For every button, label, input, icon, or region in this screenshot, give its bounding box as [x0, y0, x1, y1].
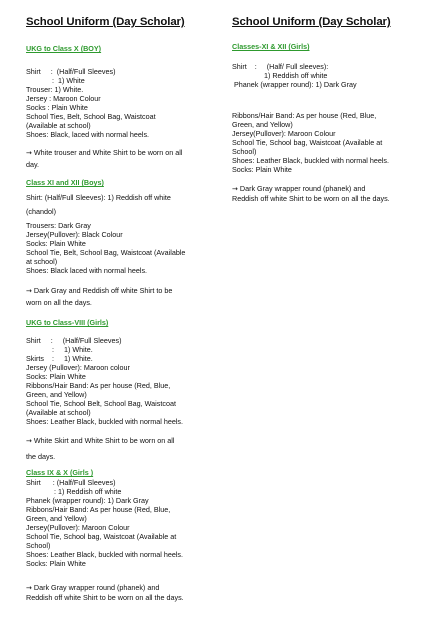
text-line: Shoes: Leather Black, buckled with normal heels. [26, 550, 184, 559]
text-line: Shoes: Black, laced with normal heels. [26, 130, 150, 139]
text-line: Shirt: (Half/Full Sleeves): 1) Reddish off white [26, 193, 171, 202]
page-title-left: School Uniform (Day Scholar) [26, 16, 185, 28]
note-line [26, 147, 216, 159]
text-line: Ribbons/Hair Band: As per house (Red, Blue, [26, 505, 171, 514]
note-text: White Skirt and White Shirt to be worn on all [33, 436, 175, 445]
text-line: Shirt : (Half/Full Sleeves) [26, 67, 116, 76]
note-line: worn on all the days. [26, 298, 92, 307]
text-line: Ribbons/Hair Band: As per house (Red, Blue, [232, 111, 377, 120]
text-line: Shoes: Black laced with normal heels. [26, 266, 148, 275]
section-heading-ukg-viii-girls: UKG to Class-VIII (Girls) [26, 318, 109, 327]
text-line: Shoes: Leather Black, buckled with normal heels. [232, 156, 390, 165]
text-line: Ribbons/Hair Band: As per house (Red, Blue, [26, 381, 171, 390]
section-heading-xi-xii-girls: Classes-XI & XII (Girls) [232, 42, 310, 51]
text-line: Green, and Yellow) [232, 120, 293, 129]
text-line: School Ties, Belt, School Bag, Waistcoat [26, 112, 156, 121]
text-line: Socks: Plain White [26, 239, 86, 248]
text-line: School) [232, 147, 257, 156]
section-body-xi-xii-boys-shirt [26, 192, 216, 217]
note-text: Dark Gray wrapper round (phanek) and [239, 184, 366, 193]
note-text: Dark Gray and Reddish off white Shirt to be [33, 286, 173, 295]
section-body-ukg-viii-girls [26, 336, 216, 426]
section-body-ukg-x-boys [26, 67, 216, 139]
section-heading-ix-x-girls: Class IX & X (Girls ) [26, 468, 94, 477]
note-text: White trouser and White Shirt to be worn on all [33, 148, 183, 157]
section-note-ix-x-girls [26, 583, 216, 602]
text-line: Shirt : (Half/ Full sleeves): [232, 62, 329, 71]
text-line: Socks: Plain White [26, 559, 86, 568]
section-body-xi-xii-boys [26, 221, 216, 275]
text-line: Green, and Yellow) [26, 514, 87, 523]
text-line: Trouser: 1) White. [26, 85, 84, 94]
arrow-icon: → [26, 287, 32, 295]
arrow-icon: → [26, 584, 32, 592]
note-line [232, 184, 418, 194]
section-note-xi-xii-boys [26, 285, 216, 308]
text-line: Shoes: Leather Black, buckled with normal heels. [26, 417, 184, 426]
arrow-icon: → [26, 437, 32, 445]
arrow-icon: → [26, 149, 32, 157]
section-note-ukg-x-boys [26, 147, 216, 170]
note-text: Dark Gray wrapper round (phanek) and [33, 583, 160, 592]
page-title-right: School Uniform (Day Scholar) [232, 16, 391, 28]
text-line: Green, and Yellow) [26, 390, 87, 399]
text-line: 1) Reddish off white [232, 71, 328, 80]
section-body-xi-xii-girls-shirt [232, 62, 418, 89]
text-line: Jersey(Pullover): Maroon Colour [232, 129, 336, 138]
text-line: School Tie, Belt, School Bag, Waistcoat (Available [26, 248, 186, 257]
text-line: : 1) Reddish off white [26, 487, 122, 496]
text-line: School Tie, School bag, Waistcoat (Available at [232, 138, 383, 147]
section-body-ix-x-girls [26, 478, 216, 568]
text-line: Jersey(Pullover): Black Colour [26, 230, 123, 239]
text-line: Phanek (wrapper round): 1) Dark Gray [232, 80, 357, 89]
note-line [26, 285, 216, 297]
text-line: at school) [26, 257, 58, 266]
section-body-xi-xii-girls [232, 111, 418, 174]
text-line: (Available at school) [26, 121, 91, 130]
text-line: : 1) White [26, 76, 85, 85]
text-line: : 1) White. [26, 345, 93, 354]
text-line: Phanek (wrapper round): 1) Dark Gray [26, 496, 149, 505]
text-line: Jersey : Maroon Colour [26, 94, 101, 103]
note-line: Reddish off white Shirt to be worn on all the days. [26, 593, 184, 602]
text-line: (chandol) [26, 207, 56, 216]
arrow-icon: → [232, 185, 238, 193]
text-line: Skirts : 1) White. [26, 354, 93, 363]
text-line: Jersey (Pullover): Maroon colour [26, 363, 130, 372]
note-line: the days. [26, 452, 56, 461]
text-line: Socks: Plain White [26, 372, 86, 381]
text-line: Shirt : (Half/Full Sleeves) [26, 478, 116, 487]
text-line: School Tie, School Belt, School Bag, Waistcoat [26, 399, 176, 408]
text-line: Jersey(Pullover): Maroon Colour [26, 523, 130, 532]
note-line [26, 435, 216, 447]
section-heading-ukg-x-boys: UKG to Class X (BOY) [26, 44, 102, 53]
text-line: (Available at school) [26, 408, 91, 417]
text-line: Socks: Plain White [232, 165, 292, 174]
section-heading-xi-xii-boys: Class XI and XII (Boys) [26, 178, 104, 187]
note-line: day. [26, 160, 40, 169]
text-line: Shirt : (Half/Full Sleeves) [26, 336, 122, 345]
section-note-ukg-viii-girls [26, 435, 216, 462]
text-line: Trousers: Dark Gray [26, 221, 91, 230]
text-line: Socks : Plain White [26, 103, 88, 112]
note-line [26, 583, 216, 593]
text-line: School) [26, 541, 51, 550]
text-line: School Tie, School bag, Waistcoat (Available at [26, 532, 177, 541]
section-note-xi-xii-girls [232, 184, 418, 203]
note-line: Reddish off white Shirt to be worn on all the days. [232, 194, 390, 203]
